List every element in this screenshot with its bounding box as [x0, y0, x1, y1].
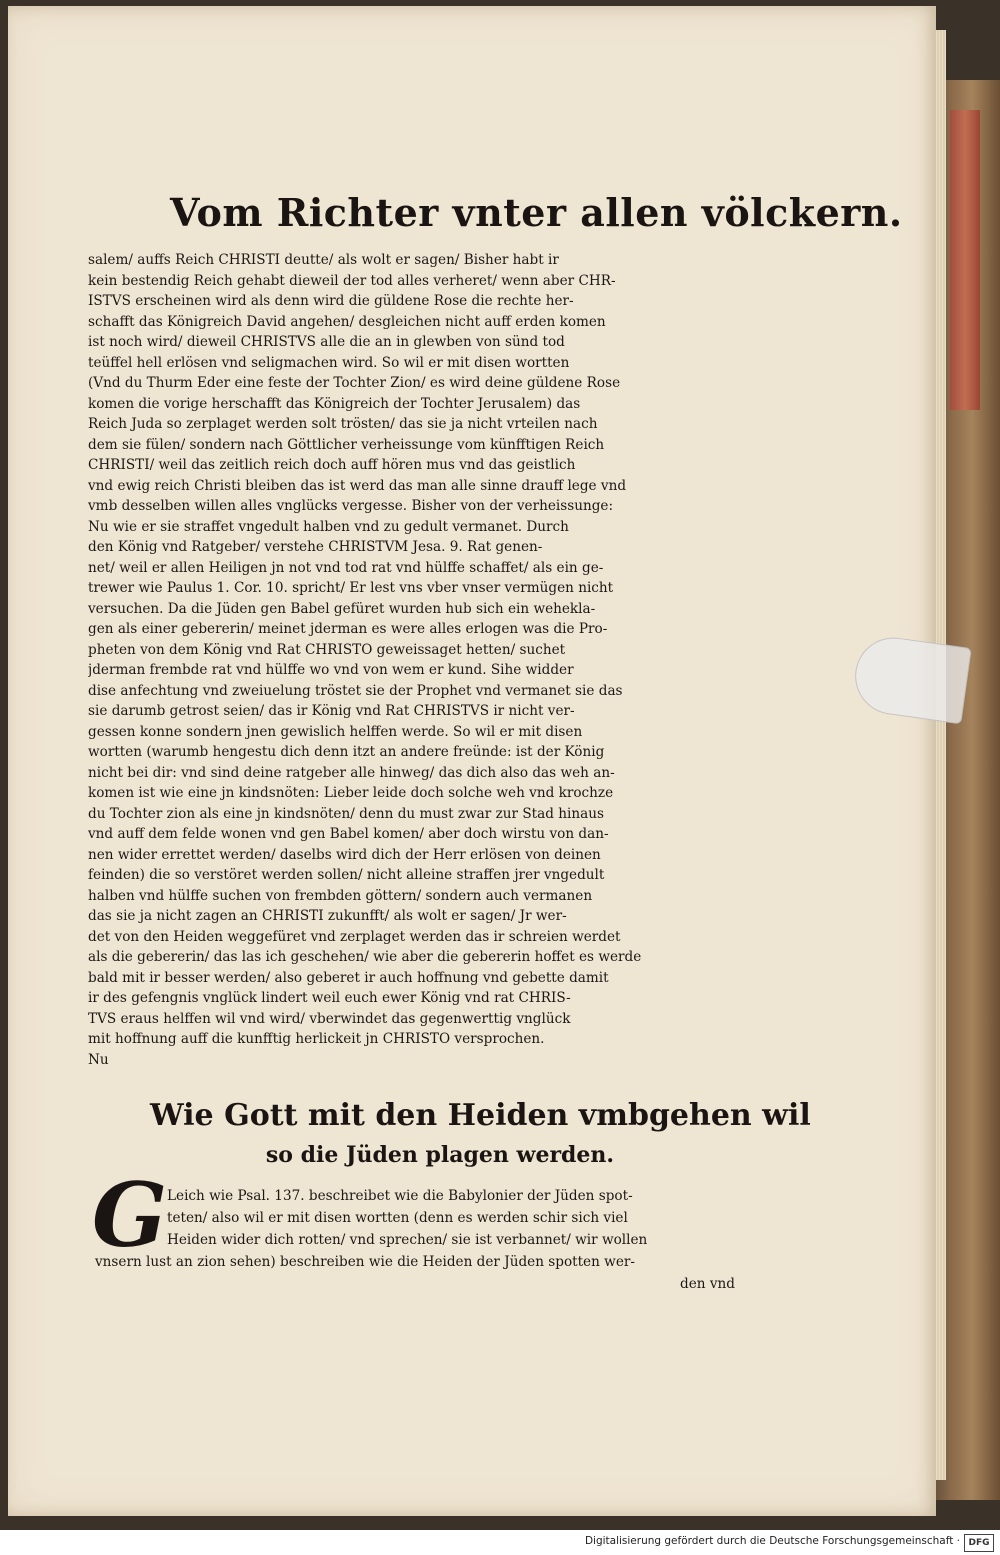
section-line: Leich wie Psal. 137. beschreibet wie die Babylonier der Jüden spot-	[167, 1188, 633, 1204]
body-line: mit hoffnung auff die kunfftig herlickeit jn CHRISTO versprochen.	[88, 1031, 545, 1047]
body-line: vmb desselben willen alles vnglücks vergesse. Bisher von der verheissunge:	[88, 498, 614, 514]
initial-letter: G	[92, 1163, 168, 1267]
body-line: net/ weil er allen Heiligen jn not vnd tod rat vnd hülffe schaffet/ als ein ge-	[88, 559, 604, 576]
body-line: gen als einer gebererin/ meinet jderman es were alles erlogen was die Pro-	[88, 621, 608, 637]
body-line: TVS eraus helffen wil vnd wird/ vberwindet das gegenwerttig vnglück	[88, 1010, 571, 1027]
body-line: det von den Heiden weggefüret vnd zerplaget werden das ir schreien werdet	[88, 928, 621, 945]
body-text	[88, 250, 738, 1070]
body-line: als die gebererin/ das las ich geschehen/ wie aber die gebererin hoffet es werde	[88, 949, 642, 965]
body-line: gessen konne sondern jnen gewislich helffen werde. So wil er mit disen	[88, 723, 583, 740]
body-line: komen ist wie eine jn kindsnöten: Lieber leide doch solche weh vnd krochze	[88, 785, 614, 801]
section-text	[95, 1185, 735, 1295]
body-line: dem sie fülen/ sondern nach Göttlicher verheissunge vom künfftigen Reich	[88, 436, 605, 453]
running-head: Vom Richter vnter allen völckern.	[170, 190, 903, 235]
body-line: bald mit ir besser werden/ also geberet ir auch hoffnung vnd gebette damit	[88, 969, 609, 986]
body-line: ist noch wird/ dieweil CHRISTVS alle die an in glewben von sünd tod	[88, 334, 565, 350]
body-line: teüffel hell erlösen vnd seligmachen wird. So wil er mit disen wortten	[88, 354, 570, 371]
body-line: Nu	[88, 1051, 109, 1068]
body-line: sie darumb getrost seien/ das ir König vnd Rat CHRISTVS ir nicht ver-	[88, 703, 575, 719]
book-edge-binding	[950, 110, 980, 410]
body-line: komen die vorige herschafft das Königreich der Tochter Jerusalem) das	[88, 395, 581, 412]
body-line: halben vnd hülffe suchen von frembden göttern/ sondern auch vermanen	[88, 887, 593, 904]
section-line: vnsern lust an zion sehen) beschreiben wie die Heiden der Jüden spotten wer-	[95, 1254, 635, 1270]
section-line: Heiden wider dich rotten/ vnd sprechen/ sie ist verbannet/ wir wollen	[167, 1232, 648, 1248]
section-heading: Wie Gott mit den Heiden vmbgehen wil	[150, 1098, 811, 1133]
footer-bar	[0, 1530, 1000, 1555]
body-line: du Tochter zion als eine jn kindsnöten/ denn du must zwar zur Stad hinaus	[88, 805, 604, 822]
body-line: vnd ewig reich Christi bleiben das ist werd das man alle sinne drauff lege vnd	[88, 477, 627, 494]
body-line: feinden) die so verstöret werden sollen/ nicht alleine straffen jrer vngedult	[88, 867, 605, 883]
body-line: salem/ auffs Reich CHRISTI deutte/ als wolt er sagen/ Bisher habt ir	[88, 252, 559, 268]
section-subheading: so die Jüden plagen werden.	[265, 1142, 615, 1168]
body-line: das sie ja nicht zagen an CHRISTI zukunfft/ als wolt er sagen/ Jr wer-	[88, 908, 567, 924]
body-line: CHRISTI/ weil das zeitlich reich doch auff hören mus vnd das geistlich	[88, 457, 576, 473]
body-line: (Vnd du Thurm Eder eine feste der Tochter Zion/ es wird deine güldene Rose	[88, 375, 621, 391]
section-line: teten/ also wil er mit disen wortten (denn es werden schir sich viel	[167, 1210, 628, 1226]
section-line: den vnd	[680, 1276, 735, 1292]
dfg-logo[interactable]: DFG	[964, 1534, 994, 1552]
body-line: ir des gefengnis vnglück lindert weil euch ewer König vnd rat CHRIS-	[88, 990, 571, 1006]
body-line: pheten von dem König vnd Rat CHRISTO geweissaget hetten/ suchet	[88, 641, 566, 658]
body-line: kein bestendig Reich gehabt dieweil der tod alles verheret/ wenn aber CHR-	[88, 272, 616, 289]
body-line: trewer wie Paulus 1. Cor. 10. spricht/ Er lest vns vber vnser vermügen nicht	[88, 580, 614, 596]
footer-credit: Digitalisierung gefördert durch die Deutsche Forschungsgemeinschaft ·	[584, 1535, 960, 1547]
body-line: vnd auff dem felde wonen vnd gen Babel komen/ aber doch wirstu von dan-	[88, 826, 609, 842]
body-line: den König vnd Ratgeber/ verstehe CHRISTVM Jesa. 9. Rat genen-	[88, 539, 543, 555]
body-line: Reich Juda so zerplaget werden solt trösten/ das sie ja nicht vrteilen nach	[88, 416, 598, 432]
body-line: nen wider errettet werden/ daselbs wird dich der Herr erlösen von deinen	[88, 846, 601, 863]
body-line: ISTVS erscheinen wird als denn wird die güldene Rose die rechte her-	[88, 293, 574, 309]
body-line: jderman frembde rat vnd hülffe wo vnd von wem er kund. Sihe widder	[88, 662, 574, 678]
body-line: nicht bei dir: vnd sind deine ratgeber alle hinweg/ das dich also das weh an-	[88, 764, 615, 781]
body-line: schafft das Königreich David angehen/ desgleichen nicht auff erden komen	[88, 313, 606, 330]
body-line: versuchen. Da die Jüden gen Babel gefüret wurden hub sich ein weheklа-	[88, 600, 596, 617]
body-line: dise anfechtung vnd zweiuelung tröstet sie der Prophet vnd vermanet sie das	[88, 682, 623, 699]
body-line: Nu wie er sie straffet vngedult halben vnd zu gedult vermanet. Durch	[88, 518, 569, 535]
body-line: wortten (warumb hengestu dich denn itzt an andere freünde: ist der König	[88, 744, 605, 760]
